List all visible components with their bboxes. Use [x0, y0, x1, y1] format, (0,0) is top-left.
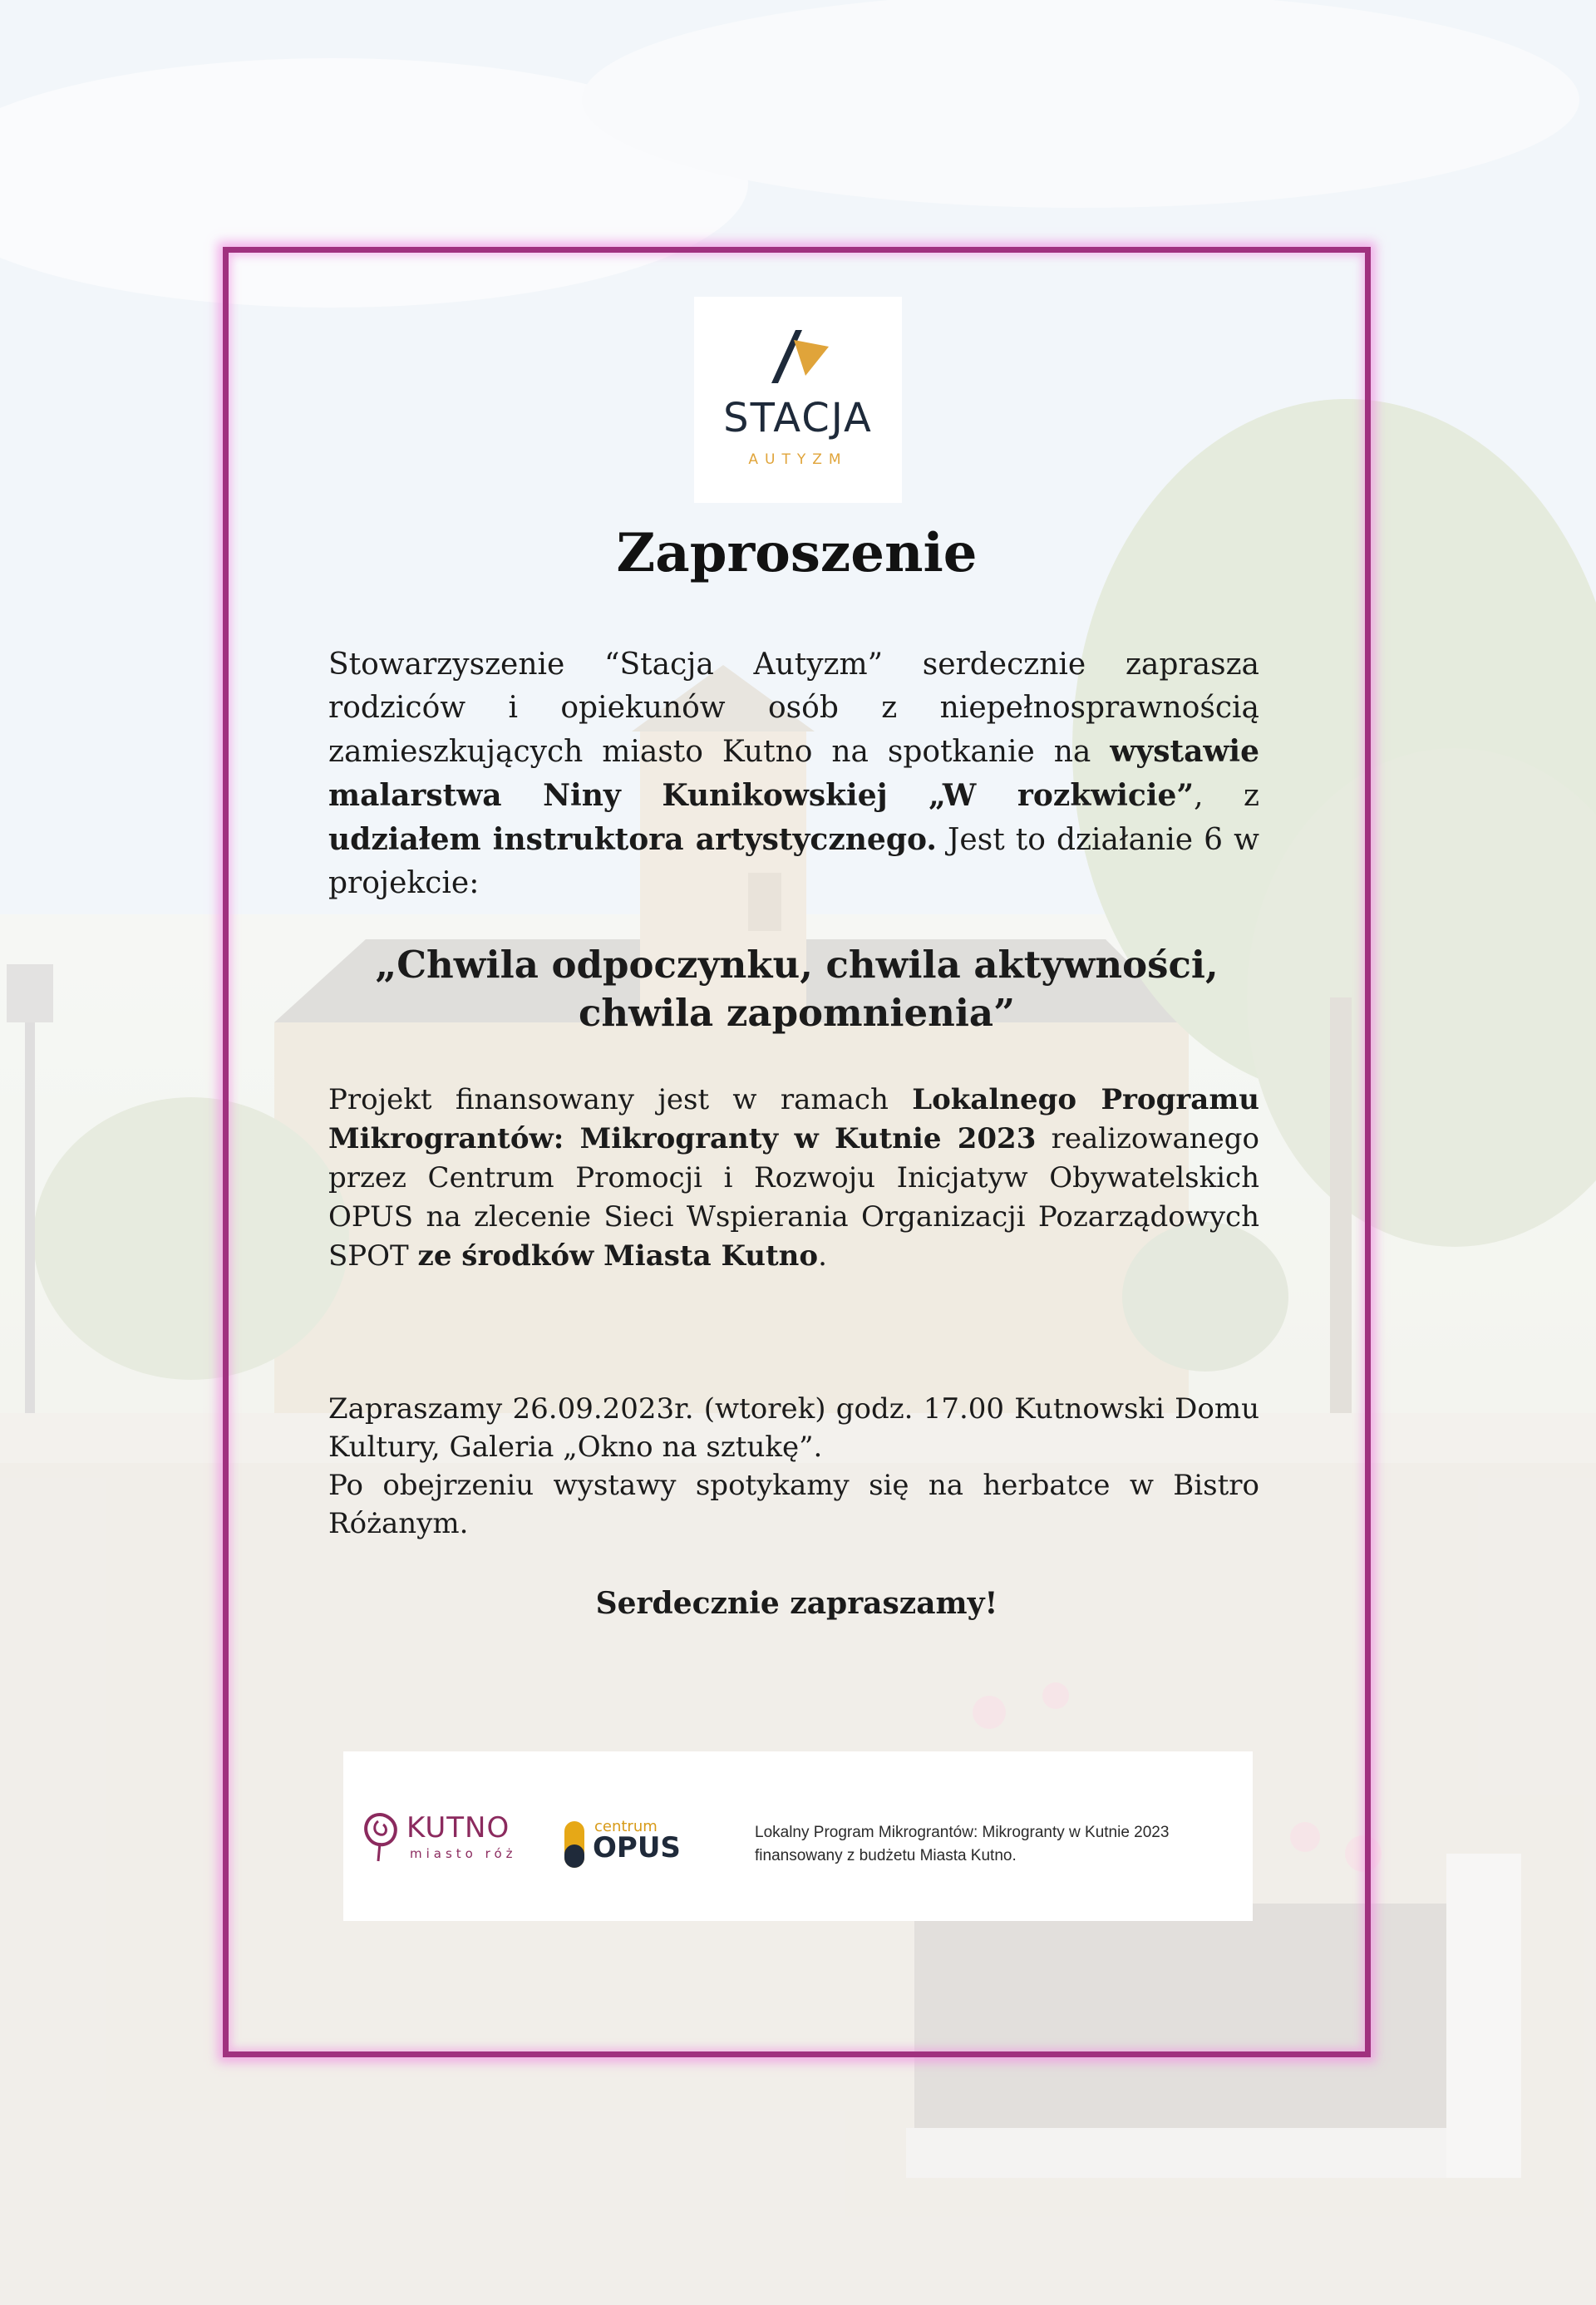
event-followup: Po obejrzeniu wystawy spotykamy się na herbatce w Bistro Różanym.	[328, 1469, 1259, 1540]
intro-paragraph: Stowarzyszenie “Stacja Autyzm” serdecznie zaprasza rodziców i opiekunów osób z niepełnosprawnością zamieszkujących miasto Kutno na spotkanie na wystawie malarstwa Niny Kunikowskiej „W rozkwicie”, z udziałem instruktora artystycznego. Jest to działanie 6 w projekcie:	[328, 648, 1260, 900]
project-name	[223, 941, 1371, 1037]
sponsor-strip	[343, 1751, 1253, 1921]
kutno-logo	[355, 1805, 530, 1871]
opus-label-small: centrum	[594, 1818, 658, 1835]
opus-mark-icon	[559, 1818, 589, 1871]
page-title: Zaproszenie	[616, 522, 978, 584]
closing-line: Serdecznie zapraszamy!	[595, 1586, 998, 1621]
opus-label-big: OPUS	[593, 1831, 681, 1864]
opus-logo	[559, 1818, 692, 1873]
stacja-autyzm-logo	[694, 297, 902, 503]
funding-paragraph: Projekt finansowany jest w ramach Lokalnego Programu Mikrograntów: Mikrogranty w Kutnie 2023 realizowanego przez Centrum Promocji i Rozwoju Inicjatyw Obywatelskich OPUS na zlecenie Sieci Wspierania Organizacji Pozarządowych SPOT ze środków Miasta Kutno.	[328, 1083, 1260, 1273]
project-name-line1: „Chwila odpoczynku, chwila aktywności,	[375, 943, 1219, 987]
event-date-location: Zapraszamy 26.09.2023r. (wtorek) godz. 17.00 Kutnowski Domu Kultury, Galeria „Okno na sztukę”.	[328, 1392, 1259, 1464]
program-note	[755, 1821, 1237, 1868]
program-note-line1: Lokalny Program Mikrograntów: Mikrogranty w Kutnie 2023	[755, 1824, 1170, 1841]
rose-icon	[355, 1805, 405, 1863]
kutno-tagline: miasto róż	[410, 1846, 517, 1861]
logo-name: STACJA	[723, 395, 873, 441]
program-note-line2: finansowany z budżetu Miasta Kutno.	[755, 1847, 1017, 1864]
project-name-line2: chwila zapomnienia”	[579, 991, 1015, 1035]
kutno-name: KUTNO	[406, 1811, 510, 1844]
event-details	[328, 1390, 1259, 1543]
logo-tagline: AUTYZM	[748, 451, 848, 468]
